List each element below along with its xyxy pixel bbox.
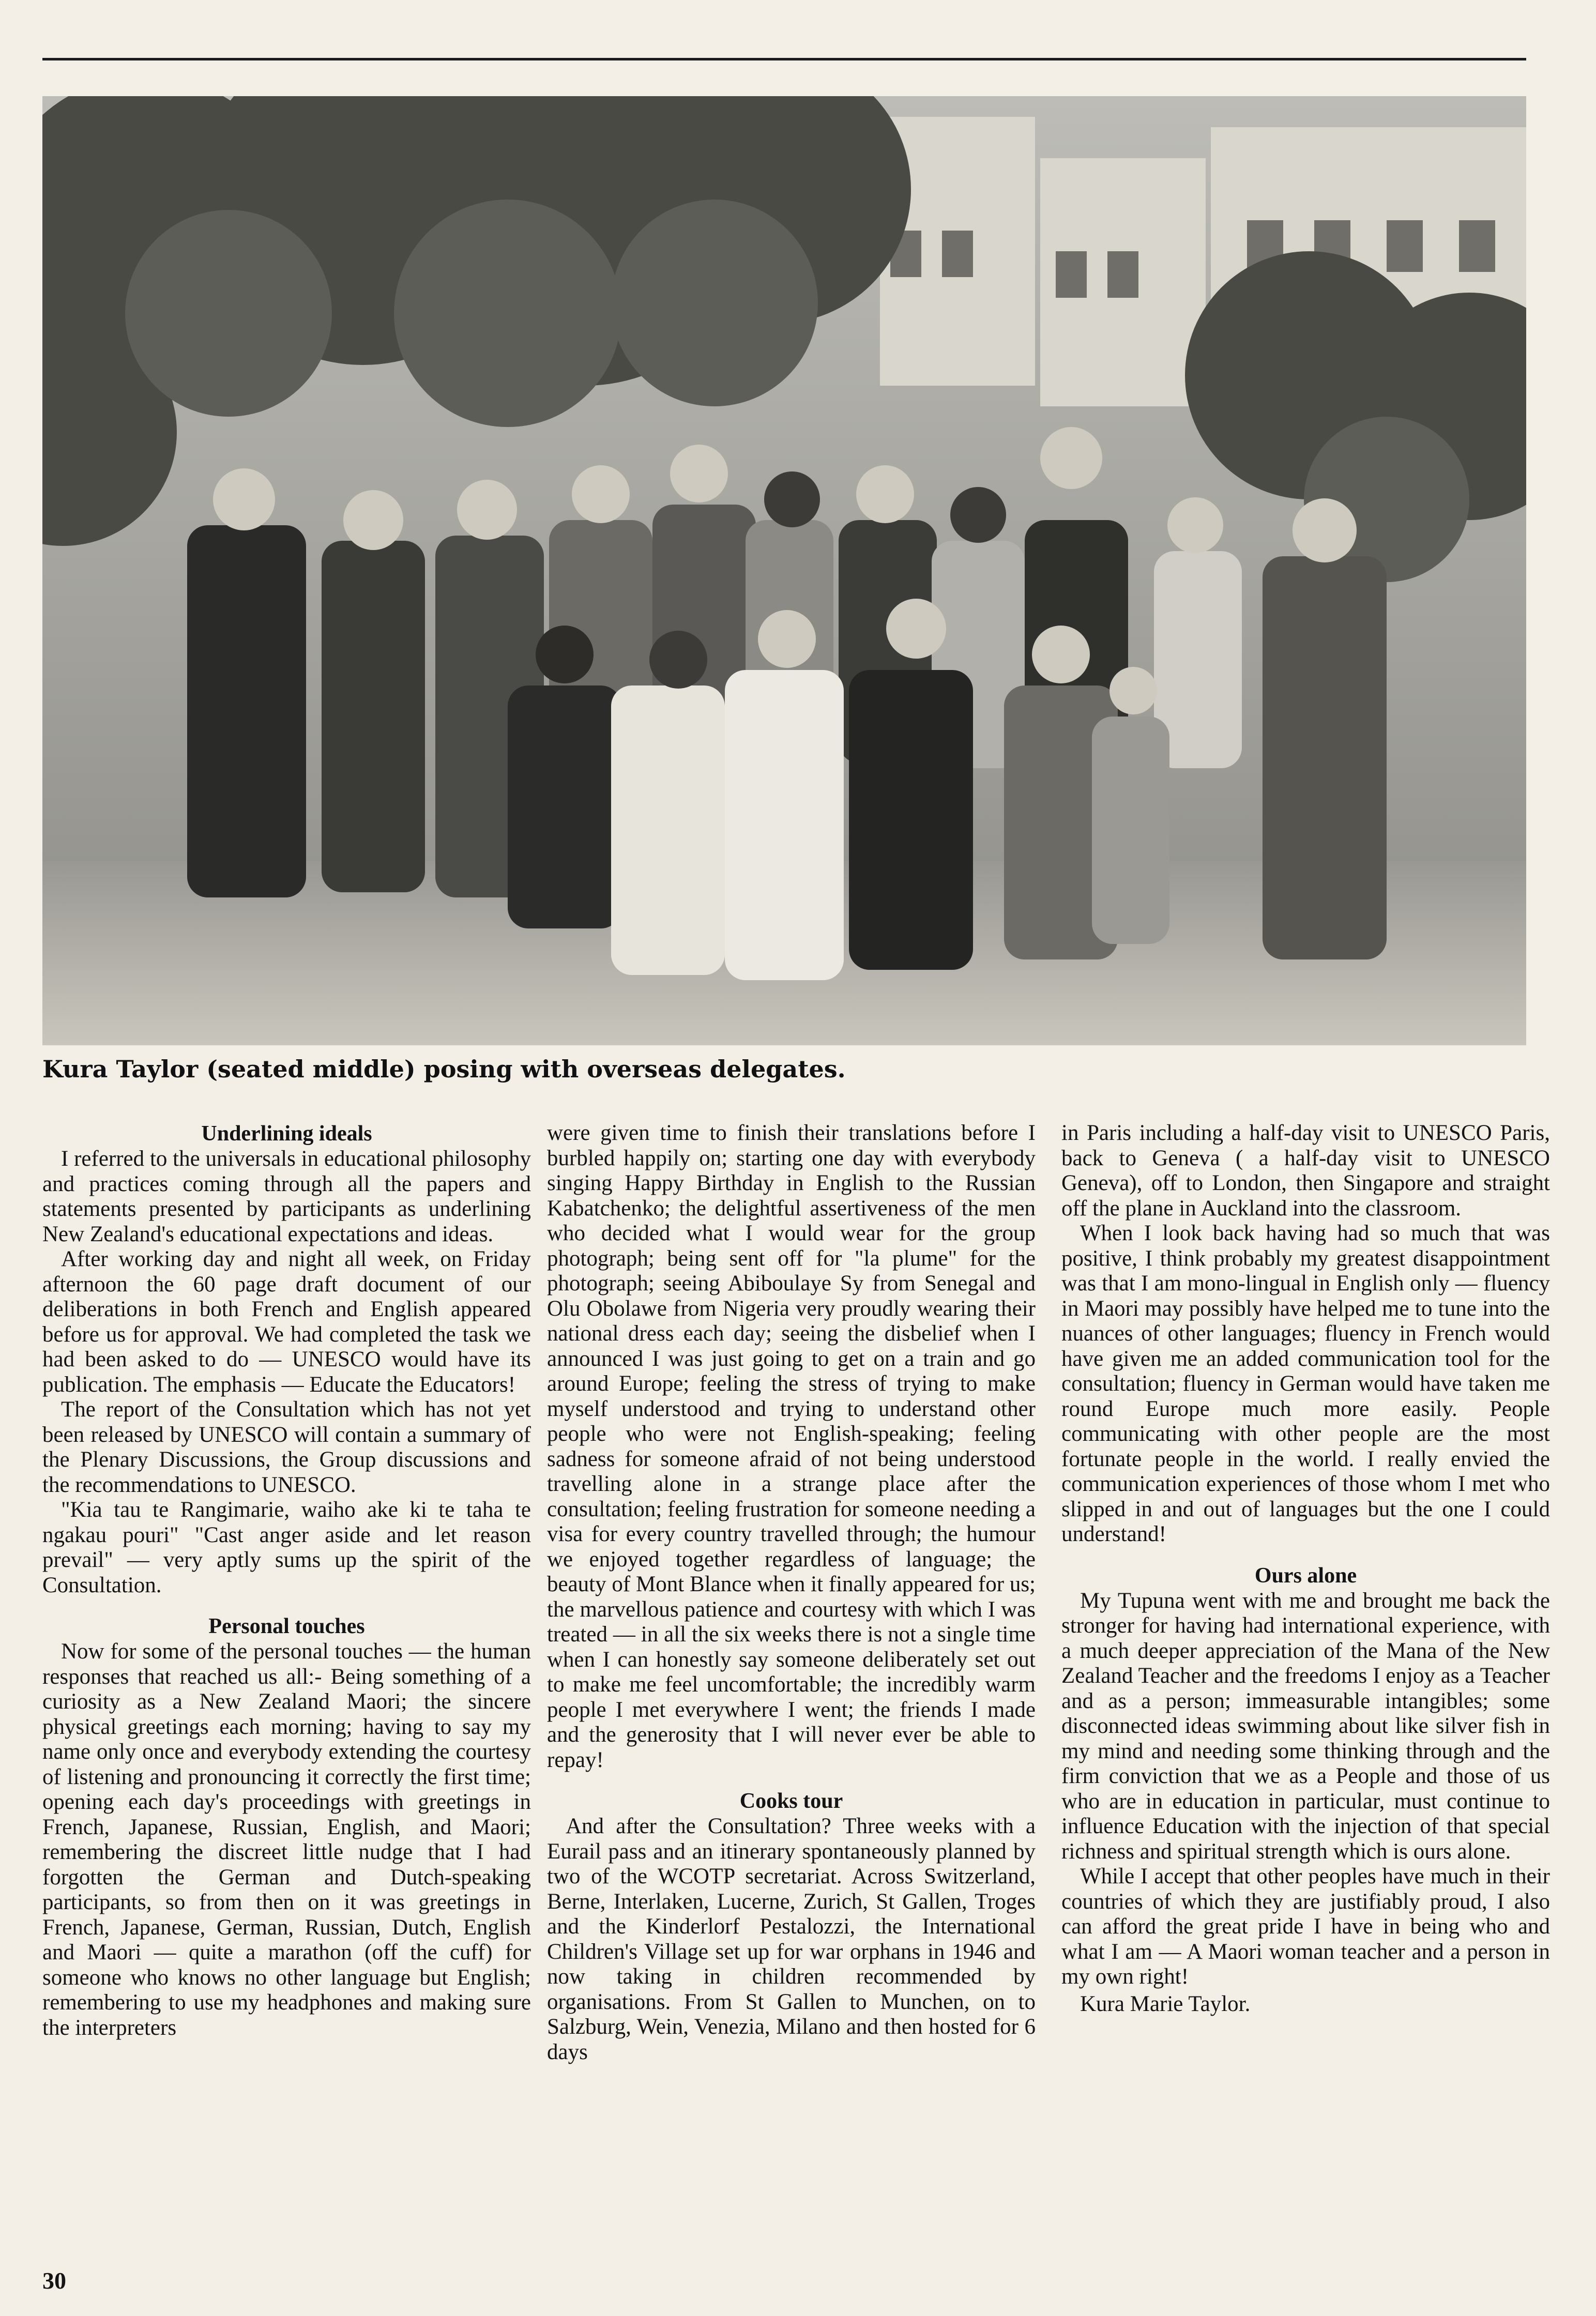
text-column-3 (1061, 1121, 1550, 2017)
paragraph: After working day and night all week, on Friday afternoon the 60 page draft document of our deliberations in both French and English appeared before us for approval. We had completed the task we had been asked to do — UNESCO would have its publication. The emphasis — Educate the Educators! (42, 1247, 531, 1397)
paragraph: The report of the Consultation which has not yet been released by UNESCO will contain a summary of the Plenary Discussions, the Group discussions and the recommendations to UNESCO. (42, 1397, 531, 1497)
paragraph: I referred to the universals in educational philosophy and practices coming through all the papers and statements presented by participants as underlining New Zealand's educational expectations and ideas. (42, 1147, 531, 1246)
paragraph: My Tupuna went with me and brought me back the stronger for having had international experience, with a much deeper appreciation of the Mana of the New Zealand Teacher and the freedoms I enjoy as a Teacher and as a person; immeasurable intangibles; some disconnected ideas swimming about like silver fish in my mind and needing some thinking through and the firm conviction that we as a People and those of us who are in education in particular, must continue to influence Education with the injection of that special richness and spiritual strength which is ours alone. (1061, 1588, 1550, 1864)
paragraph: When I look back having had so much that was positive, I think probably my greatest disappointment was that I am mono-lingual in English only — fluency in Maori may possibly have helped me to tune into the nuances of other languages; fluency in French would have given me an added communication tool for the consultation; fluency in German would have taken me round Europe much more easily. People communicating with other people are the most fortunate people in the world. I really envied the communication experiences of those whom I met who slipped in and out of languages but the one I could understand! (1061, 1221, 1550, 1546)
paragraph: in Paris including a half-day visit to UNESCO Paris, back to Geneva ( a half-day visit to UNESCO Geneva), off to London, then Singapore and straight off the plane in Auckland into the classroom. (1061, 1121, 1550, 1221)
paragraph: "Kia tau te Rangimarie, waiho ake ki te taha te ngakau pouri" "Cast anger aside and let reason prevail" — very aptly sums up the spirit of the Consultation. (42, 1498, 531, 1597)
section-heading: Ours alone (1254, 1563, 1357, 1588)
paragraph: Now for some of the personal touches — the human responses that reached us all:- Being something of a curiosity as a New Zealand Maori; the sincere physical greetings each morning; having to say my name only once and everybody extending the courtesy of listening and pronouncing it correctly the first time; opening each day's proceedings with greetings in French, Japanese, Russian, English, and Maori; remembering the discreet little nudge that I had forgotten the German and Dutch-speaking participants, so from then on it was greetings in French, Japanese, German, Russian, Dutch, English and Maori — quite a marathon (off the cuff) for someone who knows no other language but English; remembering to use my headphones and making sure the interpreters (42, 1639, 531, 2040)
group-photo (42, 96, 1526, 1045)
page-number: 30 (42, 2267, 66, 2294)
top-rule (42, 58, 1526, 60)
photo-caption: Kura Taylor (seated middle) posing with overseas delegates. (42, 1055, 846, 1083)
group-photo-illustration (42, 96, 1526, 1045)
section-heading: Cooks tour (739, 1789, 843, 1813)
text-column-2 (547, 1121, 1036, 2065)
paragraph: were given time to finish their translations before I burbled happily on; starting one day with everybody singing Happy Birthday in English to the Russian Kabatchenko; the delightful assertiveness of the men who decided what I would wear for the group photograph; being sent off for "la plume" for the photograph; seeing Abiboulaye Sy from Senegal and Olu Obolawe from Nigeria very proudly wearing their national dress each day; seeing the disbelief when I announced I was just going to get on a train and go around Europe; feeling the stress of trying to make myself understood and trying to understand other people who were not English-speaking; feeling sadness for someone afraid of not being understood travelling alone in a strange place after the consultation; feeling frustration for someone needing a visa for every country travelled through; the humour we enjoyed together regardless of language; the beauty of Mont Blance when it finally appeared for us; the marvellous patience and courtesy with which I was treated — in all the six weeks there is not a single time when I can honestly say someone deliberately set out to make me feel uncomfortable; the incredibly warm people I met everywhere I went; the friends I made and the generosity that I will never ever be able to repay! (547, 1121, 1036, 1772)
paragraph: While I accept that other peoples have much in their countries of which they are justifiably proud, I also can afford the great pride I have in being who and what I am — A Maori woman teacher and a person in my own right! (1061, 1864, 1550, 1989)
author-signature: Kura Marie Taylor. (1080, 1991, 1251, 2016)
section-heading: Personal touches (208, 1614, 365, 1638)
section-heading: Underlining ideals (201, 1122, 372, 1146)
text-column-1 (42, 1121, 531, 2040)
paragraph: And after the Consultation? Three weeks with a Eurail pass and an itinerary spontaneously planned by two of the WCOTP secretariat. Across Switzerland, Berne, Interlaken, Lucerne, Zurich, St Gallen, Troges and the Kinderlorf Pestalozzi, the International Children's Village set up for war orphans in 1946 and now taking in children recommended by organisations. From St Gallen to Munchen, on to Salzburg, Wein, Venezia, Milano and then hosted for 6 days (547, 1814, 1036, 2064)
